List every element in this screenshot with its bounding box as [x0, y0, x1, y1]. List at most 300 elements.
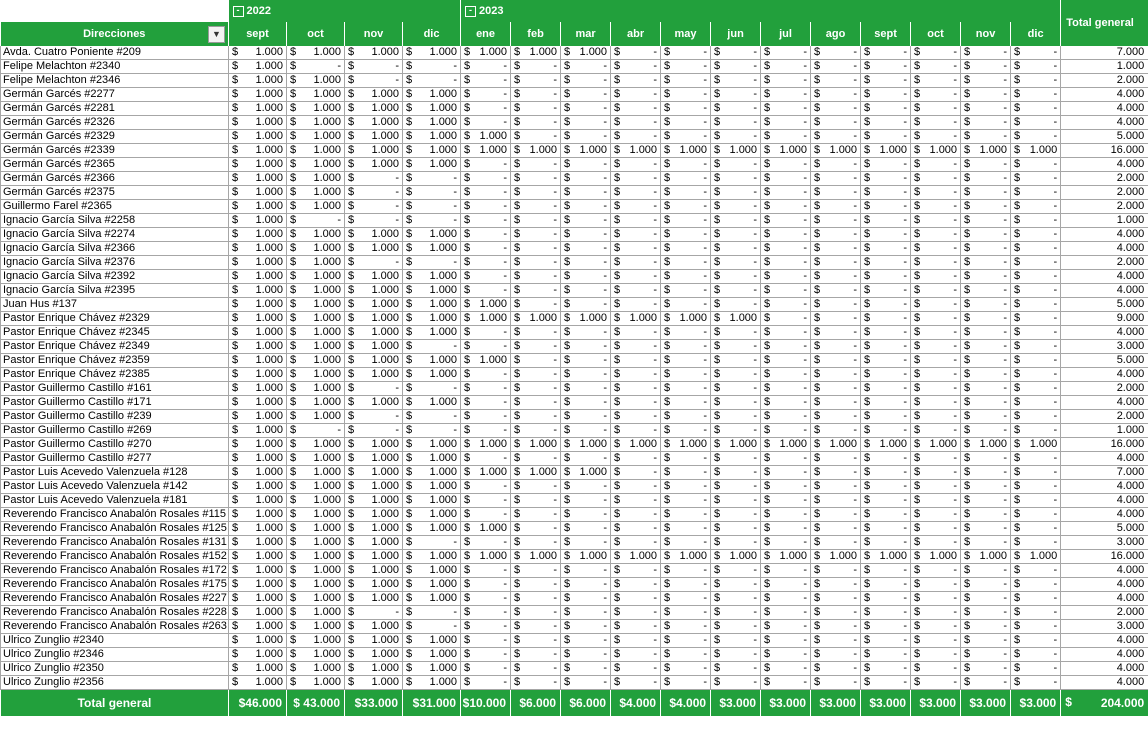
cell-value — [761, 438, 811, 452]
cell-value — [861, 592, 911, 606]
cell-value — [861, 410, 911, 424]
currency-symbol: $ — [464, 298, 471, 310]
cell-number: - — [653, 620, 658, 632]
currency-symbol: $ — [290, 228, 297, 240]
currency-symbol: $ — [1014, 452, 1021, 464]
cell-number: - — [603, 298, 608, 310]
cell-value — [403, 326, 461, 340]
row-total: 1.000 — [1061, 60, 1148, 74]
currency-symbol: $ — [764, 620, 771, 632]
currency-symbol: $ — [406, 270, 413, 282]
cell-number: - — [1003, 494, 1008, 506]
row-total: 16.000 — [1061, 550, 1148, 564]
row-total: 4.000 — [1061, 270, 1148, 284]
cell-number: 1.000 — [255, 480, 283, 492]
cell-number: 1.000 — [255, 564, 283, 576]
cell-number: 1.000 — [313, 382, 341, 394]
currency-symbol: $ — [914, 466, 921, 478]
cell-number: - — [853, 606, 858, 618]
cell-value — [611, 144, 661, 158]
cell-value — [345, 508, 403, 522]
cell-value — [711, 452, 761, 466]
cell-value — [611, 284, 661, 298]
currency-symbol: $ — [406, 550, 413, 562]
cell-value — [229, 438, 287, 452]
cell-value — [711, 60, 761, 74]
cell-number: - — [703, 74, 708, 86]
currency-symbol: $ — [814, 382, 821, 394]
currency-symbol: $ — [290, 648, 297, 660]
currency-symbol: $ — [714, 424, 721, 436]
cell-value — [403, 88, 461, 102]
month-header-8[interactable]: may — [661, 22, 711, 46]
month-header-1[interactable]: oct — [287, 22, 345, 46]
currency-symbol: $ — [814, 144, 821, 156]
cell-number: - — [803, 214, 808, 226]
cell-number: - — [553, 536, 558, 548]
currency-symbol: $ — [564, 270, 571, 282]
cell-value — [461, 270, 511, 284]
cell-value — [561, 326, 611, 340]
row-label: Germán Garcés #2329 — [1, 130, 229, 144]
currency-symbol: $ — [564, 172, 571, 184]
cell-number: - — [953, 508, 958, 520]
cell-number: - — [603, 200, 608, 212]
cell-number: - — [503, 606, 508, 618]
cell-value — [811, 74, 861, 88]
cell-value — [661, 46, 711, 60]
currency-symbol: $ — [614, 200, 621, 212]
cell-number: 1.000 — [313, 354, 341, 366]
cell-value — [961, 74, 1011, 88]
cell-value — [287, 480, 345, 494]
currency-symbol: $ — [714, 214, 721, 226]
cell-number: 1.000 — [371, 662, 399, 674]
cell-value — [345, 326, 403, 340]
cell-value — [711, 368, 761, 382]
currency-symbol: $ — [864, 424, 871, 436]
cell-number: - — [953, 396, 958, 408]
cell-number: - — [1053, 676, 1058, 688]
currency-symbol: $ — [664, 256, 671, 268]
cell-number: - — [753, 228, 758, 240]
table-row — [1, 662, 1148, 676]
currency-symbol: $ — [914, 214, 921, 226]
cell-value — [961, 144, 1011, 158]
currency-symbol: $ — [664, 620, 671, 632]
row-label: Pastor Enrique Chávez #2329 — [1, 312, 229, 326]
row-total: 4.000 — [1061, 578, 1148, 592]
cell-value — [561, 508, 611, 522]
month-header-3[interactable]: dic — [403, 22, 461, 46]
row-label: Felipe Melachton #2346 — [1, 74, 229, 88]
cell-value — [1011, 634, 1061, 648]
table-row — [1, 130, 1148, 144]
cell-value — [761, 410, 811, 424]
cell-value — [961, 340, 1011, 354]
cell-value — [461, 592, 511, 606]
cell-value — [561, 102, 611, 116]
currency-symbol: $ — [814, 480, 821, 492]
currency-symbol: $ — [290, 564, 297, 576]
cell-value — [961, 564, 1011, 578]
cell-value — [345, 46, 403, 60]
currency-symbol: $ — [764, 172, 771, 184]
cell-number: 1.000 — [429, 522, 458, 534]
cell-value — [611, 550, 661, 564]
cell-number: - — [753, 200, 758, 212]
cell-value — [911, 172, 961, 186]
cell-value — [661, 102, 711, 116]
currency-symbol: $ — [232, 522, 239, 534]
cell-number: - — [803, 424, 808, 436]
currency-symbol: $ — [406, 606, 413, 618]
month-header-11[interactable]: ago — [811, 22, 861, 46]
currency-symbol: $ — [964, 424, 971, 436]
currency-symbol: $ — [864, 116, 871, 128]
cell-number: - — [503, 74, 508, 86]
cell-value — [711, 438, 761, 452]
cell-value — [711, 354, 761, 368]
cell-number: - — [753, 88, 758, 100]
currency-symbol: $ — [406, 634, 413, 646]
currency-symbol: $ — [714, 326, 721, 338]
cell-number: - — [653, 354, 658, 366]
cell-value — [1011, 494, 1061, 508]
currency-symbol: $ — [290, 382, 297, 394]
cell-value — [229, 592, 287, 606]
cell-number: - — [1003, 102, 1008, 114]
cell-value — [911, 508, 961, 522]
cell-value — [611, 60, 661, 74]
currency-symbol: $ — [290, 270, 297, 282]
currency-symbol: $ — [348, 382, 355, 394]
currency-symbol: $ — [864, 144, 871, 156]
cell-value — [511, 186, 561, 200]
cell-number: - — [803, 662, 808, 674]
month-header-9[interactable]: jun — [711, 22, 761, 46]
currency-symbol: $ — [914, 578, 921, 590]
cell-number: - — [553, 634, 558, 646]
currency-symbol: $ — [714, 382, 721, 394]
currency-symbol: $ — [406, 256, 413, 268]
month-header-10[interactable]: jul — [761, 22, 811, 46]
cell-number: - — [853, 592, 858, 604]
currency-symbol: $ — [1014, 494, 1021, 506]
cell-value — [561, 550, 611, 564]
cell-number: - — [653, 466, 658, 478]
cell-value — [229, 424, 287, 438]
row-total: 4.000 — [1061, 452, 1148, 466]
currency-symbol: $ — [1014, 438, 1021, 450]
currency-symbol: $ — [914, 200, 921, 212]
table-row — [1, 284, 1148, 298]
currency-symbol: $ — [914, 284, 921, 296]
month-header-4[interactable]: ene — [461, 22, 511, 46]
cell-value — [561, 382, 611, 396]
cell-value — [611, 662, 661, 676]
cell-value — [1011, 88, 1061, 102]
cell-value — [961, 396, 1011, 410]
cell-number: 1.000 — [479, 144, 508, 156]
month-header-12[interactable]: sept — [861, 22, 911, 46]
month-header-2[interactable]: nov — [345, 22, 403, 46]
cell-value — [711, 410, 761, 424]
cell-number: - — [753, 130, 758, 142]
cell-number: - — [903, 536, 908, 548]
cell-value — [911, 368, 961, 382]
cell-number: 1.000 — [429, 648, 458, 660]
currency-symbol: $ — [964, 284, 971, 296]
cell-value — [403, 508, 461, 522]
month-header-6[interactable]: mar — [561, 22, 611, 46]
currency-symbol: $ — [764, 550, 771, 562]
currency-symbol: $ — [464, 256, 471, 268]
cell-number: - — [853, 130, 858, 142]
currency-symbol: $ — [406, 298, 413, 310]
cell-value — [661, 354, 711, 368]
cell-number: - — [853, 452, 858, 464]
cell-value — [561, 88, 611, 102]
currency-symbol: $ — [464, 284, 471, 296]
cell-value — [403, 536, 461, 550]
grand-total-row — [1, 690, 1148, 717]
cell-value — [911, 676, 961, 690]
cell-value — [811, 256, 861, 270]
currency-symbol: $ — [232, 214, 239, 226]
cell-value — [611, 116, 661, 130]
cell-number: - — [603, 592, 608, 604]
currency-symbol: $ — [664, 74, 671, 86]
cell-number: 1.000 — [529, 144, 558, 156]
cell-number: - — [1053, 354, 1058, 366]
cell-number: - — [1003, 382, 1008, 394]
cell-number: - — [653, 200, 658, 212]
cell-value — [961, 634, 1011, 648]
table-row — [1, 606, 1148, 620]
cell-number: - — [653, 340, 658, 352]
currency-symbol: $ — [514, 606, 521, 618]
row-label: Avda. Cuatro Poniente #209 — [1, 46, 229, 60]
filter-icon[interactable]: ▼ — [208, 26, 225, 43]
table-row — [1, 116, 1148, 130]
cell-value — [711, 326, 761, 340]
currency-symbol: $ — [406, 144, 413, 156]
cell-number: 1.000 — [1029, 438, 1058, 450]
cell-value — [961, 620, 1011, 634]
currency-symbol: $ — [564, 452, 571, 464]
cell-number: - — [803, 172, 808, 184]
month-header-7[interactable]: abr — [611, 22, 661, 46]
grand-total-12: $3.000 — [861, 690, 911, 717]
cell-number: - — [503, 214, 508, 226]
cell-value — [345, 410, 403, 424]
cell-number: - — [803, 466, 808, 478]
currency-symbol: $ — [232, 662, 239, 674]
currency-symbol: $ — [914, 116, 921, 128]
currency-symbol: $ — [348, 214, 355, 226]
cell-number: - — [603, 130, 608, 142]
currency-symbol: $ — [814, 312, 821, 324]
cell-number: 1.000 — [255, 550, 283, 562]
cell-value — [1011, 186, 1061, 200]
cell-value — [511, 410, 561, 424]
cell-value — [961, 522, 1011, 536]
cell-number: - — [453, 60, 458, 72]
currency-symbol: $ — [464, 270, 471, 282]
cell-value — [511, 494, 561, 508]
cell-number: - — [603, 256, 608, 268]
collapse-icon-2022[interactable]: - — [233, 6, 244, 17]
currency-symbol: $ — [464, 466, 471, 478]
cell-value — [229, 74, 287, 88]
cell-value — [345, 88, 403, 102]
cell-value — [403, 634, 461, 648]
group-header-2022[interactable] — [229, 0, 461, 22]
cell-number: 1.000 — [371, 340, 399, 352]
currency-symbol: $ — [614, 116, 621, 128]
cell-number: 1.000 — [313, 312, 341, 324]
currency-symbol: $ — [964, 676, 971, 688]
currency-symbol: $ — [232, 452, 239, 464]
cell-value — [961, 452, 1011, 466]
cell-number: - — [803, 270, 808, 282]
currency-symbol: $ — [764, 228, 771, 240]
group-header-2023[interactable] — [461, 0, 1061, 22]
cell-value — [861, 326, 911, 340]
currency-symbol: $ — [864, 382, 871, 394]
cell-number: - — [803, 396, 808, 408]
currency-symbol: $ — [464, 522, 471, 534]
cell-value — [561, 144, 611, 158]
currency-symbol: $ — [464, 60, 471, 72]
cell-value — [761, 298, 811, 312]
currency-symbol: $ — [564, 550, 571, 562]
currency-symbol: $ — [406, 592, 413, 604]
month-header-14[interactable]: nov — [961, 22, 1011, 46]
currency-symbol: $ — [514, 214, 521, 226]
cell-value — [403, 228, 461, 242]
cell-number: 1.000 — [255, 382, 283, 394]
cell-value — [287, 88, 345, 102]
row-label: Felipe Melachton #2340 — [1, 60, 229, 74]
cell-value — [761, 368, 811, 382]
currency-symbol: $ — [664, 522, 671, 534]
collapse-icon-2023[interactable]: - — [465, 6, 476, 17]
cell-value — [761, 676, 811, 690]
cell-value — [811, 382, 861, 396]
cell-number: - — [903, 214, 908, 226]
cell-number: - — [903, 522, 908, 534]
month-header-13[interactable]: oct — [911, 22, 961, 46]
cell-number: - — [653, 186, 658, 198]
cell-value — [403, 452, 461, 466]
grand-total-3: $31.000 — [403, 690, 461, 717]
cell-value — [287, 676, 345, 690]
currency-symbol: $ — [764, 508, 771, 520]
currency-symbol: $ — [664, 368, 671, 380]
currency-symbol: $ — [1014, 368, 1021, 380]
cell-value — [287, 46, 345, 60]
cell-number: - — [703, 200, 708, 212]
cell-number: - — [853, 424, 858, 436]
currency-symbol: $ — [764, 312, 771, 324]
cell-number: - — [903, 452, 908, 464]
cell-number: 1.000 — [479, 46, 508, 58]
cell-value — [861, 158, 911, 172]
currency-symbol: $ — [1014, 74, 1021, 86]
cell-value — [561, 270, 611, 284]
currency-symbol: $ — [348, 634, 355, 646]
cell-value — [761, 522, 811, 536]
currency-symbol: $ — [714, 144, 721, 156]
currency-symbol: $ — [514, 452, 521, 464]
currency-symbol: $ — [614, 172, 621, 184]
currency-symbol: $ — [1014, 144, 1021, 156]
currency-symbol: $ — [664, 438, 671, 450]
currency-symbol: $ — [864, 480, 871, 492]
cell-value — [711, 396, 761, 410]
cell-number: 1.000 — [729, 550, 758, 562]
month-header-0[interactable]: sept — [229, 22, 287, 46]
cell-value — [661, 60, 711, 74]
cell-number: 1.000 — [313, 662, 341, 674]
row-total: 16.000 — [1061, 438, 1148, 452]
cell-value — [511, 396, 561, 410]
currency-symbol: $ — [514, 298, 521, 310]
cell-number: - — [803, 382, 808, 394]
table-row — [1, 410, 1148, 424]
cell-value — [611, 172, 661, 186]
cell-number: - — [903, 60, 908, 72]
cell-value — [861, 606, 911, 620]
currency-symbol: $ — [714, 578, 721, 590]
cell-number: - — [753, 172, 758, 184]
direcciones-column-header[interactable] — [1, 22, 229, 46]
cell-value — [661, 522, 711, 536]
cell-number: - — [1053, 564, 1058, 576]
currency-symbol: $ — [406, 564, 413, 576]
currency-symbol: $ — [348, 298, 355, 310]
cell-value — [345, 102, 403, 116]
cell-value — [511, 256, 561, 270]
cell-number: - — [703, 578, 708, 590]
table-row — [1, 564, 1148, 578]
currency-symbol: $ — [664, 662, 671, 674]
currency-symbol: $ — [232, 102, 239, 114]
cell-number: 1.000 — [255, 368, 283, 380]
cell-value — [287, 354, 345, 368]
currency-symbol: $ — [464, 452, 471, 464]
currency-symbol: $ — [814, 158, 821, 170]
cell-number: 1.000 — [255, 592, 283, 604]
row-label: Germán Garcés #2375 — [1, 186, 229, 200]
currency-symbol: $ — [1014, 662, 1021, 674]
cell-value — [1011, 452, 1061, 466]
cell-number: - — [503, 186, 508, 198]
row-total: 3.000 — [1061, 620, 1148, 634]
currency-symbol: $ — [232, 158, 239, 170]
cell-number: - — [953, 298, 958, 310]
currency-symbol: $ — [348, 564, 355, 576]
currency-symbol: $ — [964, 228, 971, 240]
month-header-5[interactable]: feb — [511, 22, 561, 46]
cell-value — [511, 536, 561, 550]
currency-symbol: $ — [564, 200, 571, 212]
month-header-15[interactable]: dic — [1011, 22, 1061, 46]
cell-value — [1011, 508, 1061, 522]
currency-symbol: $ — [290, 186, 297, 198]
